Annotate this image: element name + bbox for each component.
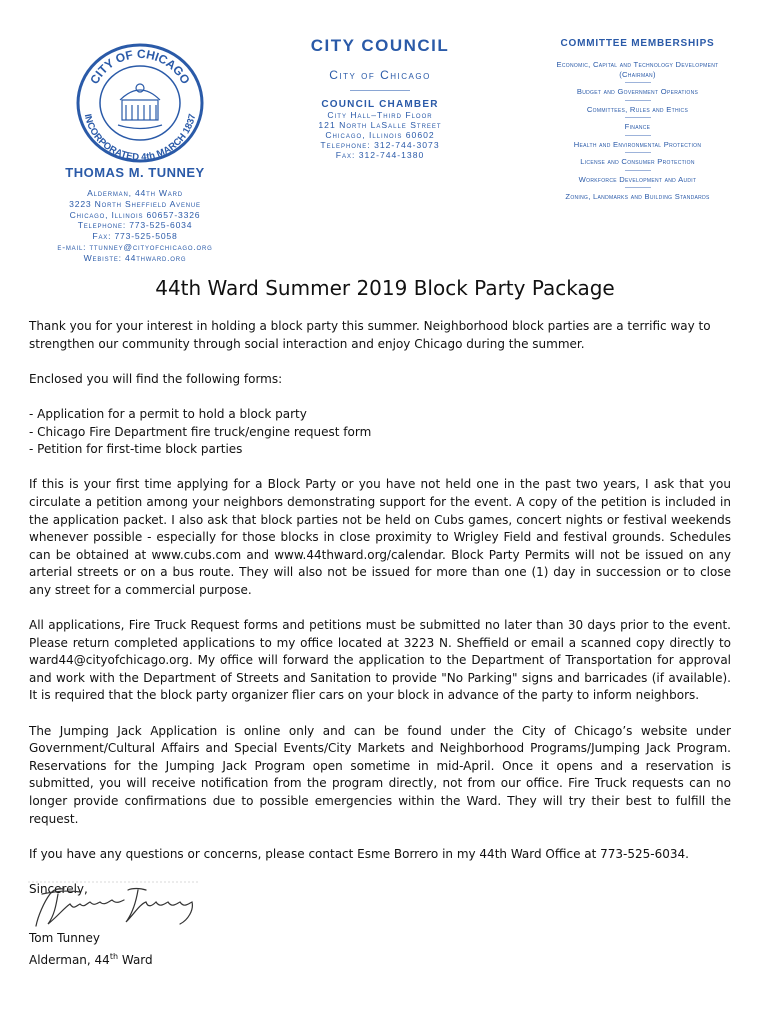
seal-top-text: CITY OF CHICAGO	[87, 46, 193, 87]
council-title: CITY COUNCIL	[310, 36, 450, 55]
committee-divider	[625, 82, 651, 83]
committee-item: Economic, Capital and Technology Development	[556, 60, 719, 69]
committee-divider	[625, 152, 651, 153]
council-address-1: City Hall–Third Floor	[327, 110, 433, 120]
alderman-block	[20, 165, 250, 264]
committee-item: Budget and Government Operations	[576, 87, 699, 96]
alderman-email: e-mail: ttunney@cityofchicago.org	[57, 241, 213, 252]
forms-list-item: - Application for a permit to hold a block party	[29, 406, 307, 421]
committee-item: Zoning, Landmarks and Building Standards	[565, 192, 710, 201]
alderman-title: Alderman, 44th Ward	[87, 188, 183, 198]
council-subtitle: City of Chicago	[329, 68, 431, 82]
letter-body	[29, 318, 731, 916]
forms-list	[29, 406, 731, 459]
paragraph-contact: If you have any questions or concerns, please contact Esme Borrero in my 44th Ward Office at 773-525-6034.	[29, 846, 689, 861]
committee-item: Workforce Development and Audit	[578, 174, 697, 184]
paragraph-petition: If this is your first time applying for a Block Party or you have not held one in the past two years, I ask that you circulate a petition among your neighbors demonstrating support for the event. A copy of the petition is included in the application packet. I also ask that block parties not be held on Cubs games, concert nights or festival weekends whenever possible - especially for those blocks in close proximity to Wrigley Field and festival grounds. Schedules can be obtained at www.cubs.com and www.44thward.org/calendar. Block Party Permits will not be issued on any arterial streets or on a bus route. They will also not be issued for more than one (1) day in succession or to close any street for a commercial purpose.	[29, 477, 731, 597]
alderman-fax: Fax: 773-525-5058	[92, 231, 178, 242]
committee-divider	[625, 100, 651, 101]
forms-list-item: - Petition for first-time block parties	[29, 442, 243, 457]
committee-item-note: (Chairman)	[619, 69, 656, 79]
council-divider	[350, 90, 410, 91]
committee-divider	[625, 187, 651, 188]
paragraph-intro: Thank you for your interest in holding a block party this summer. Neighborhood block parties are a terrific way to strengthen our community through social interaction and enjoy Chicago during the summer.	[29, 319, 711, 351]
committee-memberships	[520, 38, 755, 202]
council-chamber: COUNCIL CHAMBER	[321, 99, 439, 110]
paragraph-submission: All applications, Fire Truck Request forms and petitions must be submitted no later than 30 days prior to the event. Please return completed applications to my office located at 3223 N. Sheffield or email a scanned copy directly to ward44@cityofchicago.org. My office will forward the application to the Department of Transportation for approval and work with the Department of Streets and Sanitation to provide "No Parking" signs and barricades (if available). It is required that the block party organizer flier cars on your block in advance of the party to inform neighbors.	[29, 618, 731, 703]
city-seal	[70, 40, 210, 165]
committee-divider	[625, 170, 651, 171]
committee-divider	[625, 117, 651, 118]
seal-bottom-text: INCORPORATED 4th MARCH 1837	[81, 112, 199, 164]
paragraph-enclosed: Enclosed you will find the following forms:	[29, 371, 283, 386]
alderman-website: Webiste: 44thward.org	[83, 252, 187, 263]
alderman-name: THOMAS M. TUNNEY	[65, 165, 205, 180]
alderman-telephone: Telephone: 773-525-6034	[77, 220, 193, 231]
council-telephone: Telephone: 312-744-3073	[320, 140, 440, 150]
council-address-2: 121 North LaSalle Street	[318, 120, 442, 130]
signature	[28, 880, 203, 935]
committees-heading: COMMITTEE MEMBERSHIPS	[560, 38, 715, 49]
forms-list-item: - Chicago Fire Department fire truck/engine request form	[29, 424, 372, 439]
council-address-3: Chicago, Illinois 60602	[325, 130, 435, 140]
committee-item: Health and Environmental Protection	[573, 139, 702, 149]
signatory-block	[29, 930, 153, 969]
document-title: 44th Ward Summer 2019 Block Party Package	[155, 276, 615, 300]
signatory-title: Alderman, 44th Ward	[29, 951, 153, 967]
council-block	[280, 36, 480, 160]
alderman-address: 3223 North Sheffield Avenue	[69, 198, 201, 209]
committee-item: Committees, Rules and Ethics	[586, 104, 689, 114]
paragraph-jumping-jack: The Jumping Jack Application is online only and can be found under the City of Chicago’s website under Government/Cultural Affairs and Special Events/City Markets and Neighborhood Programs/Jumping Jack Program. Reservations for the Jumping Jack Program open sometime in mid-April. Once it opens and a reservation is submitted, you will receive notification from the program directly, not from our office. Fire Truck requests can no longer provide confirmations due to possible emergencies within the Ward. They will try their best to fulfill the request.	[29, 723, 731, 826]
alderman-city: Chicago, Illinois 60657-3326	[69, 209, 201, 220]
committee-divider	[625, 135, 651, 136]
council-fax: Fax: 312-744-1380	[335, 150, 425, 160]
committee-item: Finance	[624, 122, 651, 131]
committee-item: License and Consumer Protection	[580, 157, 695, 166]
closing: Sincerely,	[29, 882, 88, 896]
seal-emblem	[118, 84, 162, 129]
signatory-name: Tom Tunney	[29, 931, 100, 945]
